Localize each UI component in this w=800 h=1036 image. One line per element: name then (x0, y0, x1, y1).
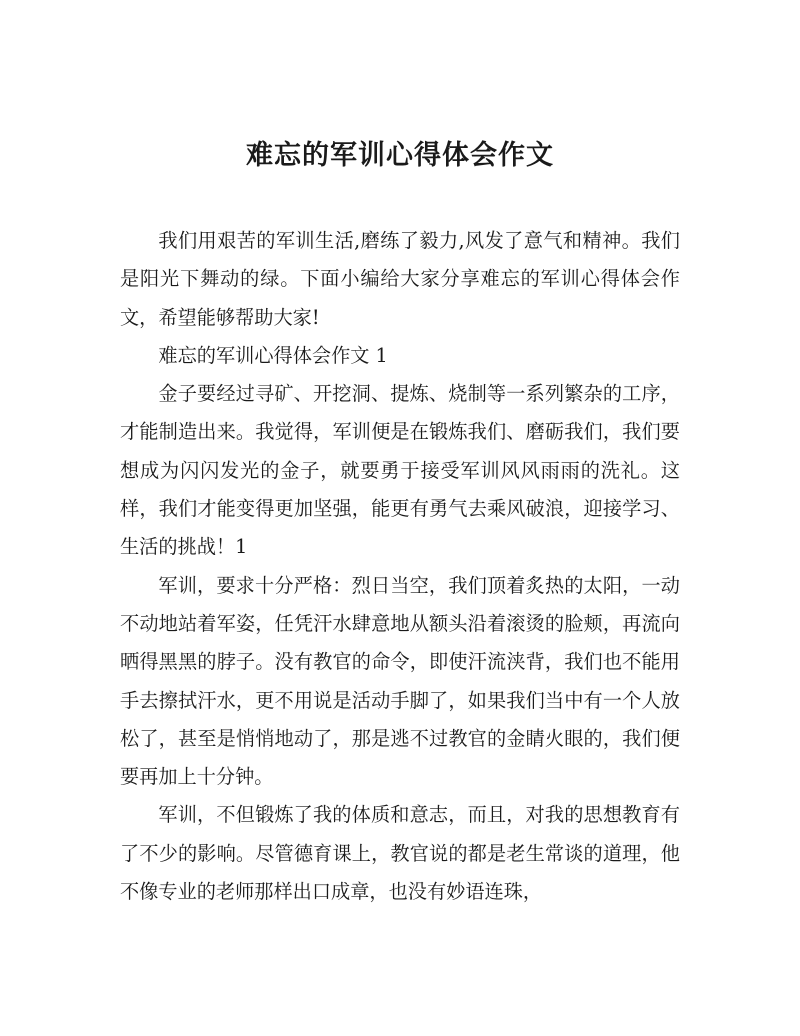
body-paragraph: 军训，要求十分严格：烈日当空，我们顶着炙热的太阳，一动不动地站着军姿，任凭汗水肆意地从额头沿着滚烫的脸颊，再流向晒得黑黑的脖子。没有教官的命令，即使汗流浃背，我们也不能用手去擦拭汗水，更不用说是活动手脚了，如果我们当中有一个人放松了，甚至是悄悄地动了，那是逃不过教官的金睛火眼的，我们便要再加上十分钟。 (120, 573, 680, 789)
document-body (120, 222, 680, 911)
section-heading: 难忘的军训心得体会作文 1 (158, 343, 388, 367)
document-title: 难忘的军训心得体会作文 (246, 140, 554, 171)
intro-paragraph: 我们用艰苦的军训生活,磨练了毅力,风发了意气和精神。我们是阳光下舞动的绿。下面小编给大家分享难忘的军训心得体会作文，希望能够帮助大家! (120, 229, 680, 329)
body-paragraph: 军训，不但锻炼了我的体质和意志，而且，对我的思想教育有了不少的影响。尽管德育课上，教官说的都是老生常谈的道理，他不像专业的老师那样出口成章，也没有妙语连珠， (120, 803, 680, 904)
body-paragraph: 金子要经过寻矿、开挖洞、提炼、烧制等一系列繁杂的工序，才能制造出来。我觉得，军训便是在锻炼我们、磨砺我们，我们要想成为闪闪发光的金子，就要勇于接受军训风风雨雨的洗礼。这样，我们才能变得更加坚强，能更有勇气去乘风破浪，迎接学习、生活的挑战！1 (120, 382, 680, 559)
